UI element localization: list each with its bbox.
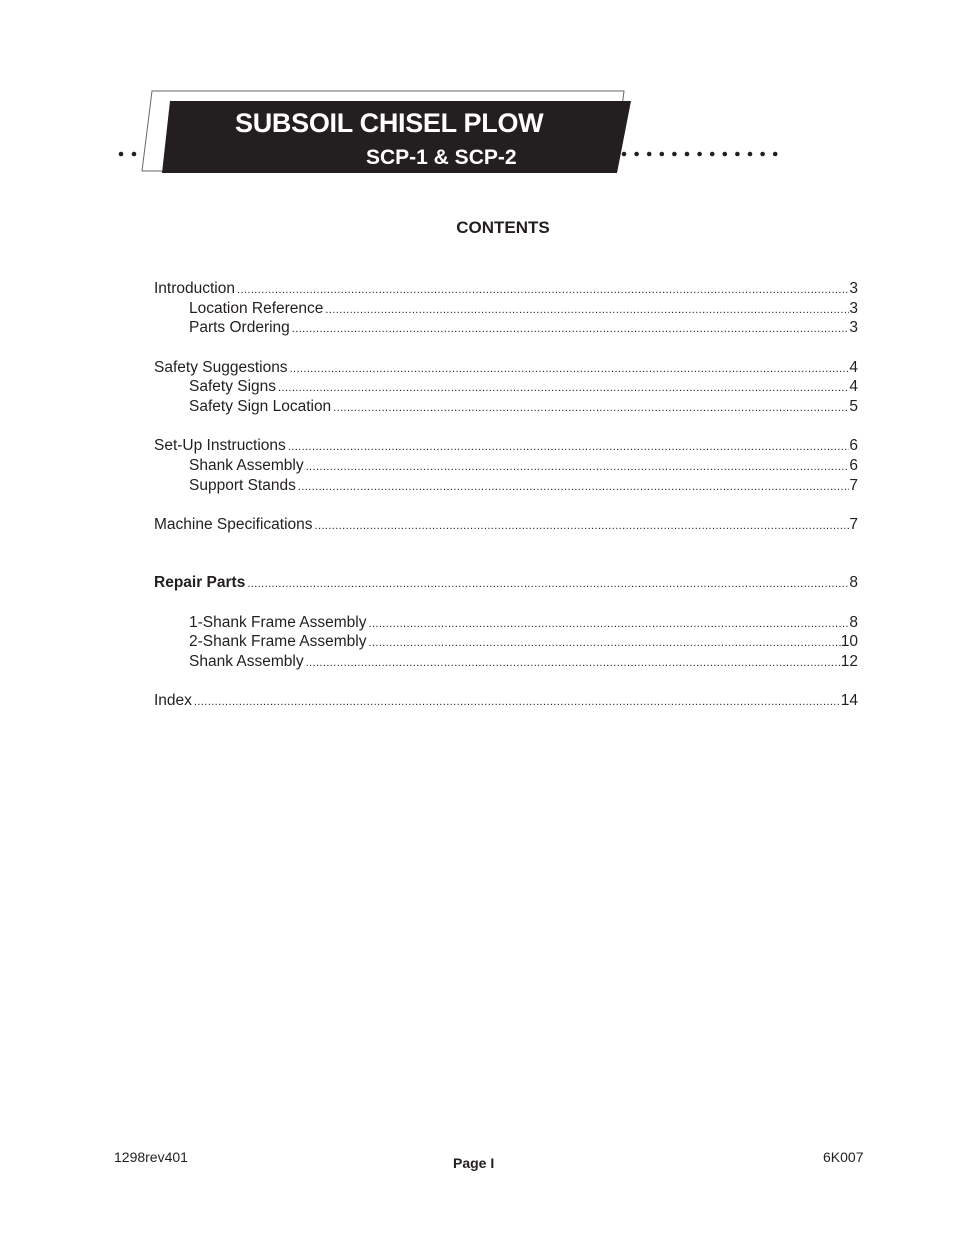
dot-leader (304, 657, 841, 669)
toc-entry[interactable] (154, 319, 858, 339)
toc-entry-label: Repair Parts (154, 574, 246, 592)
dot-leader-right (622, 152, 778, 157)
toc-entry-label: 2-Shank Frame Assembly (189, 633, 367, 651)
toc-entry[interactable] (154, 692, 858, 712)
spacer (154, 339, 858, 359)
toc-entry-label: Safety Suggestions (154, 358, 288, 376)
spacer (154, 496, 858, 516)
toc-entry-label: Support Stands (189, 476, 296, 494)
dot-leader (366, 637, 840, 649)
document-title: SUBSOIL CHISEL PLOW (235, 108, 544, 138)
toc-entry-label: Shank Assembly (189, 456, 304, 474)
dot-leader (296, 481, 850, 493)
toc-entry-page: 14 (840, 692, 858, 710)
toc-entry-page: 12 (840, 652, 858, 670)
footer-code: 6K007 (823, 1149, 864, 1165)
toc-entry-label: Safety Signs (189, 378, 277, 396)
footer-page-number: Page I (453, 1155, 495, 1171)
document-subtitle: SCP-1 & SCP-2 (366, 146, 517, 169)
dot-leader (235, 284, 849, 296)
toc-entry[interactable] (154, 614, 858, 634)
spacer (154, 673, 858, 693)
dot-leader (288, 363, 850, 375)
contents-heading: CONTENTS (456, 218, 550, 237)
dot-leader (331, 402, 849, 414)
toc-entry[interactable] (154, 574, 858, 594)
dot-leader (192, 696, 841, 708)
toc-entry-label: Parts Ordering (189, 319, 290, 337)
toc-entry-page: 3 (849, 319, 858, 337)
toc-entry-page: 8 (849, 613, 858, 631)
toc-entry-label: Introduction (154, 280, 235, 297)
toc-entry[interactable] (154, 280, 858, 300)
toc-entry[interactable] (154, 516, 858, 536)
spacer (154, 535, 858, 574)
toc-entry[interactable] (154, 359, 858, 379)
toc-entry[interactable] (154, 398, 858, 418)
dot-leader (304, 461, 850, 473)
toc-entry-label: Location Reference (189, 299, 324, 317)
toc-entry-page: 4 (849, 358, 858, 376)
dot-leader (313, 520, 850, 532)
toc-entry-label: Safety Sign Location (189, 397, 332, 415)
toc-entry-label: 1-Shank Frame Assembly (189, 613, 367, 631)
dot-leader (323, 304, 849, 316)
toc-entry-page: 3 (849, 299, 858, 317)
toc-entry[interactable] (154, 378, 858, 398)
toc-entry-label: Shank Assembly (189, 652, 304, 670)
toc-entry-page: 10 (840, 633, 858, 651)
table-of-contents (154, 280, 858, 712)
toc-entry-label: Index (154, 692, 192, 710)
toc-entry-page: 3 (849, 280, 858, 297)
dot-leader (290, 323, 850, 335)
toc-entry-page: 7 (849, 476, 858, 494)
toc-entry[interactable] (154, 633, 858, 653)
spacer (154, 594, 858, 614)
toc-entry-page: 5 (849, 397, 858, 415)
toc-entry-page: 4 (849, 378, 858, 396)
toc-entry-page: 8 (849, 574, 858, 592)
toc-entry[interactable] (154, 300, 858, 320)
toc-entry-page: 7 (849, 515, 858, 533)
dot-leader (286, 441, 850, 453)
toc-entry[interactable] (154, 437, 858, 457)
toc-entry[interactable] (154, 653, 858, 673)
title-banner (0, 0, 954, 190)
dot-leader (276, 382, 849, 394)
toc-entry[interactable] (154, 477, 858, 497)
toc-entry-page: 6 (849, 456, 858, 474)
dot-leader (245, 578, 849, 590)
spacer (154, 418, 858, 438)
dot-leader (366, 618, 849, 630)
toc-entry-label: Set-Up Instructions (154, 437, 286, 455)
toc-entry[interactable] (154, 457, 858, 477)
toc-entry-label: Machine Specifications (154, 515, 313, 533)
footer-revision: 1298rev401 (114, 1149, 188, 1165)
toc-entry-page: 6 (849, 437, 858, 455)
